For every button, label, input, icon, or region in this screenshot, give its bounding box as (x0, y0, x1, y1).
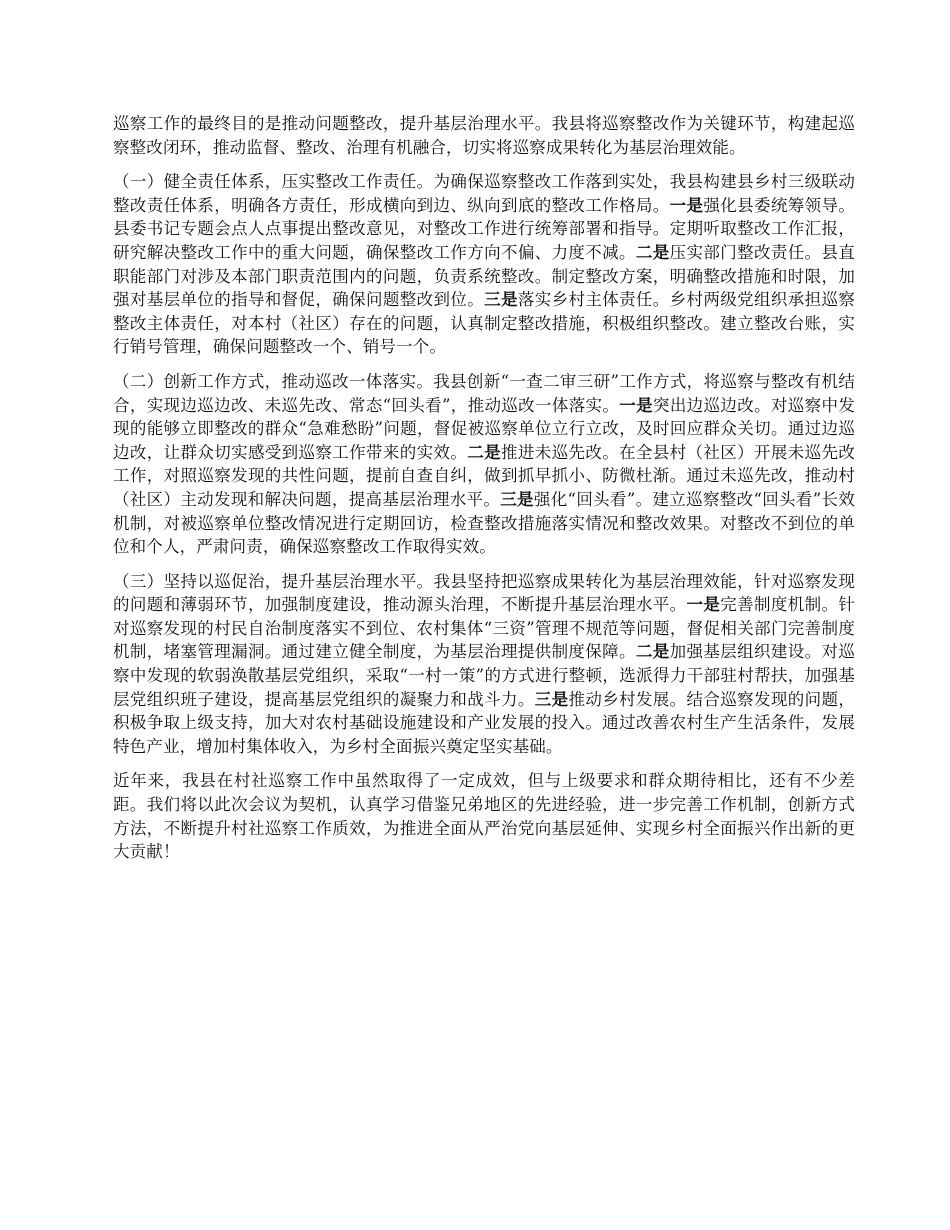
point-3-marker: 三是 (534, 689, 569, 709)
point-2-text: 推进未巡先改。在全县村（社区）开展未巡先改工作，对照巡察发现的共性问题，提前自查自纠，做到抓早抓小、防微杜渐。通过未巡先改，推动村（社区）主动发现和解决问题，提高基层治理水平。 (113, 442, 855, 509)
section-1-paragraph (113, 170, 855, 359)
point-3-marker: 三是 (484, 290, 518, 310)
point-3-marker: 三是 (500, 489, 534, 509)
closing-paragraph (113, 769, 855, 863)
point-2-marker: 二是 (635, 642, 670, 662)
point-1-text: 完善制度机制。针对巡察发现的村民自治制度落实不到位、农村集体“三资”管理不规范等问题，督促相关部门完善制度机制，堵塞管理漏洞。通过建立健全制度，为基层治理提供制度保障。 (113, 595, 855, 662)
section-3-lead: （三）坚持以巡促治，提升基层治理水平。我县坚持把巡察成果转化为基层治理效能，针对巡察发现的问题和薄弱环节，加强制度建设，推动源头治理，不断提升基层治理水平。 (113, 571, 855, 615)
point-2-marker: 二是 (635, 242, 670, 262)
point-1-marker: 一是 (686, 595, 721, 615)
point-3-text: 推动乡村发展。结合巡察发现的问题，积极争取上级支持，加大对农村基础设施建设和产业发展的投入。通过改善农村生产生活条件，发展特色产业，增加村集体收入，为乡村全面振兴奠定坚实基础。 (113, 689, 855, 756)
point-2-marker: 二是 (467, 442, 501, 462)
section-2-lead: （二）创新工作方式，推动巡改一体落实。我县创新“一查二审三研”工作方式，将巡察与整改有机结合，实现边巡边改、未巡先改、常态“回头看”，推动巡改一体落实。 (113, 371, 855, 415)
point-1-text: 强化县委统筹领导。县委书记专题会点人点事提出整改意见，对整改工作进行统筹部署和指导。定期听取整改工作汇报，研究解决整改工作中的重大问题，确保整改工作方向不偏、力度不减。 (113, 195, 856, 262)
section-3-paragraph (113, 570, 855, 759)
point-3-text: 强化“回头看”。建立巡察整改“回头看”长效机制，对被巡察单位整改情况进行定期回访，检查整改措施落实情况和整改效果。对整改不到位的单位和个人，严肃问责，确保巡察整改工作取得实效。 (113, 489, 855, 557)
intro-text: 巡察工作的最终目的是推动问题整改，提升基层治理水平。我县将巡察整改作为关键环节，构建起巡察整改闭环，推动监督、整改、治理有机融合，切实将巡察成果转化为基层治理效能。 (113, 114, 855, 157)
point-1-marker: 一是 (669, 195, 704, 215)
document-page (113, 112, 855, 875)
point-3-text: 落实乡村主体责任。乡村两级党组织承担巡察整改主体责任，对本村（社区）存在的问题，认真制定整改措施，积极组织整改。建立整改台账，实行销号管理，确保问题整改一个、销号一个。 (113, 290, 856, 357)
point-1-marker: 一是 (619, 395, 653, 415)
point-2-text: 加强基层组织建设。对巡察中发现的软弱涣散基层党组织，采取“一村一策”的方式进行整顿，选派得力干部驻村帮扶，加强基层党组织班子建设，提高基层党组织的凝聚力和战斗力。 (113, 642, 856, 709)
point-1-text: 突出边巡边改。对巡察中发现的能够立即整改的群众“急难愁盼”问题，督促被巡察单位立行立改，及时回应群众关切。通过边巡边改，让群众切实感受到巡察工作带来的实效。 (113, 395, 855, 462)
point-2-text: 压实部门整改责任。县直职能部门对涉及本部门职责范围内的问题，负责系统整改。制定整改方案，明确整改措施和时限，加强对基层单位的指导和督促，确保问题整改到位。 (113, 242, 856, 310)
section-2-paragraph (113, 370, 855, 559)
section-1-lead: （一）健全责任体系，压实整改工作责任。为确保巡察整改工作落到实处，我县构建县乡村三级联动整改责任体系，明确各方责任，形成横向到边、纵向到底的整改工作格局。 (113, 172, 855, 215)
closing-text: 近年来，我县在村社巡察工作中虽然取得了一定成效，但与上级要求和群众期待相比，还有不少差距。我们将以此次会议为契机，认真学习借鉴兄弟地区的先进经验，进一步完善工作机制，创新方式方法，不断提升村社巡察工作质效，为推进全面从严治党向基层延伸、实现乡村全面振兴作出新的更大贡献！ (113, 771, 855, 862)
intro-paragraph (113, 112, 855, 159)
